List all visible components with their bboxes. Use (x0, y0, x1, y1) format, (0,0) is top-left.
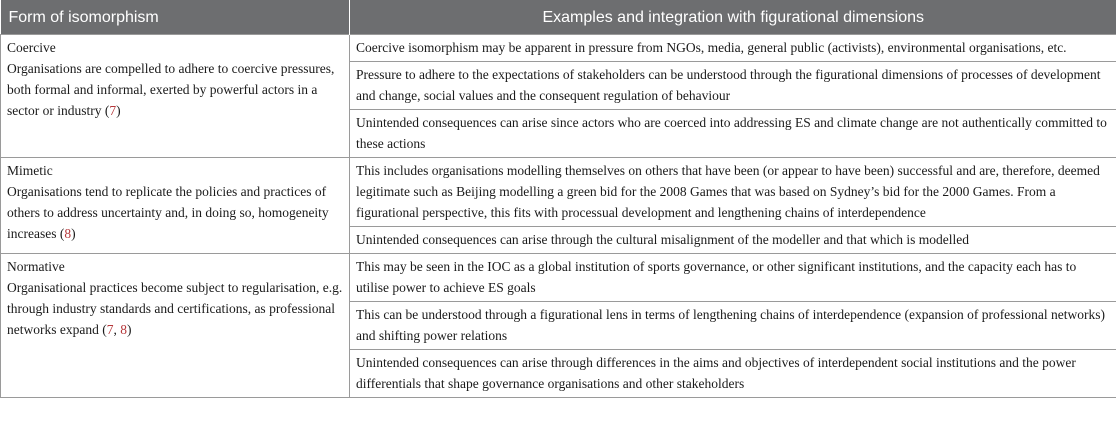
table-row-mimetic (1, 158, 1116, 227)
form-description: Organisations are compelled to adhere to coercive pressures, both formal and informal, exerted by powerful actors in a sector or industry ( (7, 61, 335, 118)
example-cell: This may be seen in the IOC as a global institution of sports governance, or other significant institutions, and the capacity each has to utilise power to achieve ES goals (350, 254, 1116, 302)
example-cell: Coercive isomorphism may be apparent in pressure from NGOs, media, general public (activists), environmental organisations, etc. (350, 35, 1116, 62)
form-name: Mimetic (7, 163, 53, 178)
citation-link[interactable]: 7 (106, 322, 114, 337)
header-examples: Examples and integration with figurational dimensions (350, 0, 1116, 35)
form-description: Organisations tend to replicate the policies and practices of others to address uncertainty and, in doing so, homogeneity increases ( (7, 184, 329, 241)
example-cell: This can be understood through a figurational lens in terms of lengthening chains of interdependence (expansion of professional networks) and shifting power relations (350, 302, 1116, 350)
form-description-end: ) (71, 226, 76, 241)
form-description-end: ) (126, 322, 132, 337)
citation-link[interactable]: 8 (64, 226, 72, 241)
citation-link[interactable]: 7 (109, 103, 117, 118)
form-name: Normative (7, 259, 65, 274)
table-row-coercive (1, 35, 1116, 62)
header-form-of-isomorphism: Form of isomorphism (1, 0, 350, 35)
form-description-end: ) (116, 103, 121, 118)
example-cell: Unintended consequences can arise through differences in the aims and objectives of interdependent social institutions and the power differentials that shape governance organisations and other stakeholders (350, 350, 1116, 398)
form-name: Coercive (7, 40, 56, 55)
table-header-row (1, 0, 1116, 35)
citation-link[interactable]: 8 (120, 322, 127, 337)
form-cell-normative (1, 254, 350, 398)
form-cell-coercive (1, 35, 350, 158)
example-cell: Unintended consequences can arise since actors who are coerced into addressing ES and climate change are not authentically committed to these actions (350, 110, 1116, 158)
form-cell-mimetic (1, 158, 350, 254)
form-description: Organisational practices become subject to regularisation, e.g. through industry standards and certifications, as professional networks expand ( (7, 280, 343, 337)
citation-separator: , (113, 322, 121, 337)
example-cell: Unintended consequences can arise through the cultural misalignment of the modeller and that which is modelled (350, 227, 1116, 254)
example-cell: This includes organisations modelling themselves on others that have been (or appear to have been) successful and are, therefore, deemed legitimate such as Beijing modelling a green bid for the 2008 Games that was based on Sydney’s bid for the 2000 Games. From a figurational perspective, this fits with processual development and lengthening chains of interdependence (350, 158, 1116, 227)
example-cell: Pressure to adhere to the expectations of stakeholders can be understood through the figurational dimensions of processes of development and change, social values and the consequent regulation of behaviour (350, 62, 1116, 110)
table-row-normative (1, 254, 1116, 302)
